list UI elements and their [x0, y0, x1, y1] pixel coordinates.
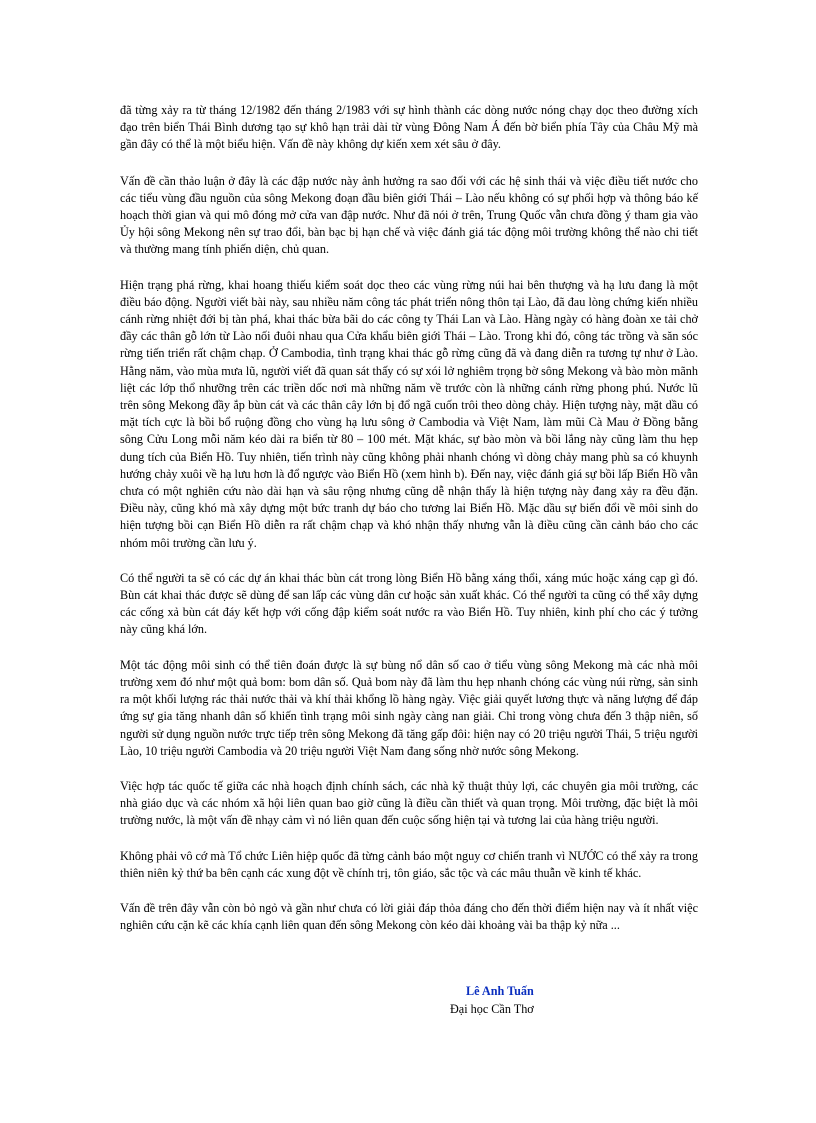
- author-name: Lê Anh Tuấn: [466, 984, 534, 998]
- paragraph-sediment-projects: Có thể người ta sẽ có các dự án khai thác bùn cát trong lòng Biển Hồ bằng xáng thổi, xáng múc hoặc xáng cạp gì đó. Bùn cát khai thác được sẽ dùng để san lấp các vùng dân cư hoặc sản xuất khác. Có thể người ta cũng có thể xây dựng các cống xả bùn cát đáy kết hợp với cống đập kiểm soát nước ra vào Biển Hồ. Tuy nhiên, kinh phí cho các ý tưởng này cũng khá lớn.: [120, 570, 698, 637]
- article-body: [120, 102, 698, 952]
- paragraph-el-nino: đã từng xảy ra từ tháng 12/1982 đến tháng 2/1983 với sự hình thành các dòng nước nóng chạy dọc theo đường xích đạo trên biển Thái Bình dương tạo sự khô hạn trải dài từ vùng Đông Nam Á đến bờ biển phía Tây của Châu Mỹ mà gần đây có thể là một biểu hiện. Vấn đề này không dự kiến xem xét sâu ở đây.: [120, 103, 698, 152]
- paragraph-conclusion: Vấn đề trên đây vẫn còn bỏ ngỏ và gần như chưa có lời giải đáp thỏa đáng cho đến thời điểm hiện nay và ít nhất việc nghiên cứu cặn kẽ các khía cạnh liên quan đến sông Mekong còn kéo dài khoảng vài ba thập kỷ nữa ...: [120, 900, 698, 933]
- paragraph-international-cooperation: Việc hợp tác quốc tế giữa các nhà hoạch định chính sách, các nhà kỹ thuật thủy lợi, các chuyên gia môi trường, các nhà giáo dục và các nhóm xã hội liên quan bao giờ cũng là điều cần thiết và quan trọng. Môi trường, đặc biệt là môi trường nước, là một vấn đề nhạy cảm vì nó liên quan đến cuộc sống hiện tại và tương lai của hàng triệu người.: [120, 778, 698, 828]
- author-affiliation: Đại học Cần Thơ: [450, 1001, 534, 1016]
- signature-block: [430, 983, 630, 1018]
- paragraph-dams-impact: Vấn đề cần thảo luận ở đây là các đập nước này ảnh hưởng ra sao đối với các hệ sinh thái và việc điều tiết nước cho các tiểu vùng đầu nguồn của sông Mekong đoạn đầu biên giới Thái – Lào nếu không có sự phối hợp và thông báo kế hoạch thời gian và qui mô đóng mở cửa van đập nước. Như đã nói ở trên, Trung Quốc vẫn chưa đồng ý tham gia vào Ủy hội sông Mekong nên sự trao đổi, bàn bạc bị hạn chế và việc đánh giá tác động môi trường không thể nào chi tiết và thường mang tính phiến diện, chủ quan.: [120, 173, 698, 257]
- paragraph-deforestation: Hiện trạng phá rừng, khai hoang thiếu kiểm soát dọc theo các vùng rừng núi hai bên thượng và hạ lưu đang là một điều báo động. Người viết bài này, sau nhiều năm công tác phát triển nông thôn tại Lào, đã đau lòng chứng kiến nhiều cánh rừng nhiệt đới bị tàn phá, khai thác bừa bãi do các công ty Thái Lan và Lào. Hàng ngày có hàng đoàn xe tải chở đầy các thân gỗ lớn từ Lào nối đuôi nhau qua Cửa khẩu biên giới Thái – Lào. Trong khi đó, công tác trồng và săn sóc rừng tiến triển rất chậm chạp. Ở Cambodia, tình trạng khai thác gỗ rừng cũng đã và đang diễn ra tương tự như ở Lào. Hằng năm, vào mùa mưa lũ, người viết đã quan sát thấy có sự xói lở nghiêm trọng bờ sông Mekong và bào mòn mãnh liệt các lớp thổ nhưỡng trên các triền dốc nơi mà những năm về trước còn là những cánh rừng phong phú. Nước lũ trên sông Mekong đầy ắp bùn cát và các thân cây lớn bị đổ ngã cuốn trôi theo dòng chảy. Hiện tượng này, mặt dầu có mặt tích cực là bồi bổ ruộng đồng cho vùng hạ lưu sông ở Cambodia và Việt Nam, làm mũi Cà Mau ở Đồng bằng sông Cửu Long mỗi năm kéo dài ra biển từ 80 – 100 mét. Mặt khác, sự bào mòn và bồi lắng này cũng làm thu hẹp dung tích của Biển Hồ. Tuy nhiên, tiến trình này cũng không phải nhanh chóng vì dòng chảy mang phù sa có khuynh hướng chảy xuôi về hạ lưu hơn là đổ ngược vào Biển Hồ (xem hình b). Đến nay, việc đánh giá sự bồi lấp Biển Hồ vẫn chưa có một nghiên cứu nào dài hạn và sâu rộng nhưng cũng dễ nhận thấy là hiện tượng này đang xảy ra đều đặn. Điều này, cũng khó mà xây dựng một bức tranh dự báo cho tương lai Biển Hồ. Mặc dầu sự biến đổi về môi sinh do hiện tượng bồi cạn Biển Hồ diễn ra rất chậm chạp và khó nhận thấy nhưng vẫn là điều cũng cần cảnh báo cho các nhóm môi trường cần lưu ý.: [120, 277, 698, 550]
- paragraph-water-war-warning: Không phải vô cớ mà Tổ chức Liên hiệp quốc đã từng cảnh báo một nguy cơ chiến tranh vì NƯỚC có thể xảy ra trong thiên niên kỷ thứ ba bên cạnh các xung đột về chính trị, tôn giáo, sắc tộc và các mâu thuẫn về kinh tế khác.: [120, 848, 698, 880]
- paragraph-population-bomb: Một tác động môi sinh có thể tiên đoán được là sự bùng nổ dân số cao ở tiểu vùng sông Mekong mà các nhà môi trường xem đó như một quả bom: bom dân số. Quả bom này đã làm thu hẹp nhanh chóng các vùng núi rừng, sản sinh ra một khối lượng rác thải nước thải và khí thải khổng lồ hàng ngày. Việc giải quyết lương thực và năng lượng để đáp ứng sự gia tăng nhanh dân số khiến tình trạng môi sinh ngày càng nan giải. Chỉ trong vòng chưa đến 3 thập niên, số người sử dụng nguồn nước trực tiếp trên sông Mekong đã tăng gấp đôi: hiện nay có 20 triệu người Thái, 5 triệu người Lào, 10 triệu người Cambodia và 20 triệu người Việt Nam đang sống nhờ nước sông Mekong.: [120, 657, 698, 758]
